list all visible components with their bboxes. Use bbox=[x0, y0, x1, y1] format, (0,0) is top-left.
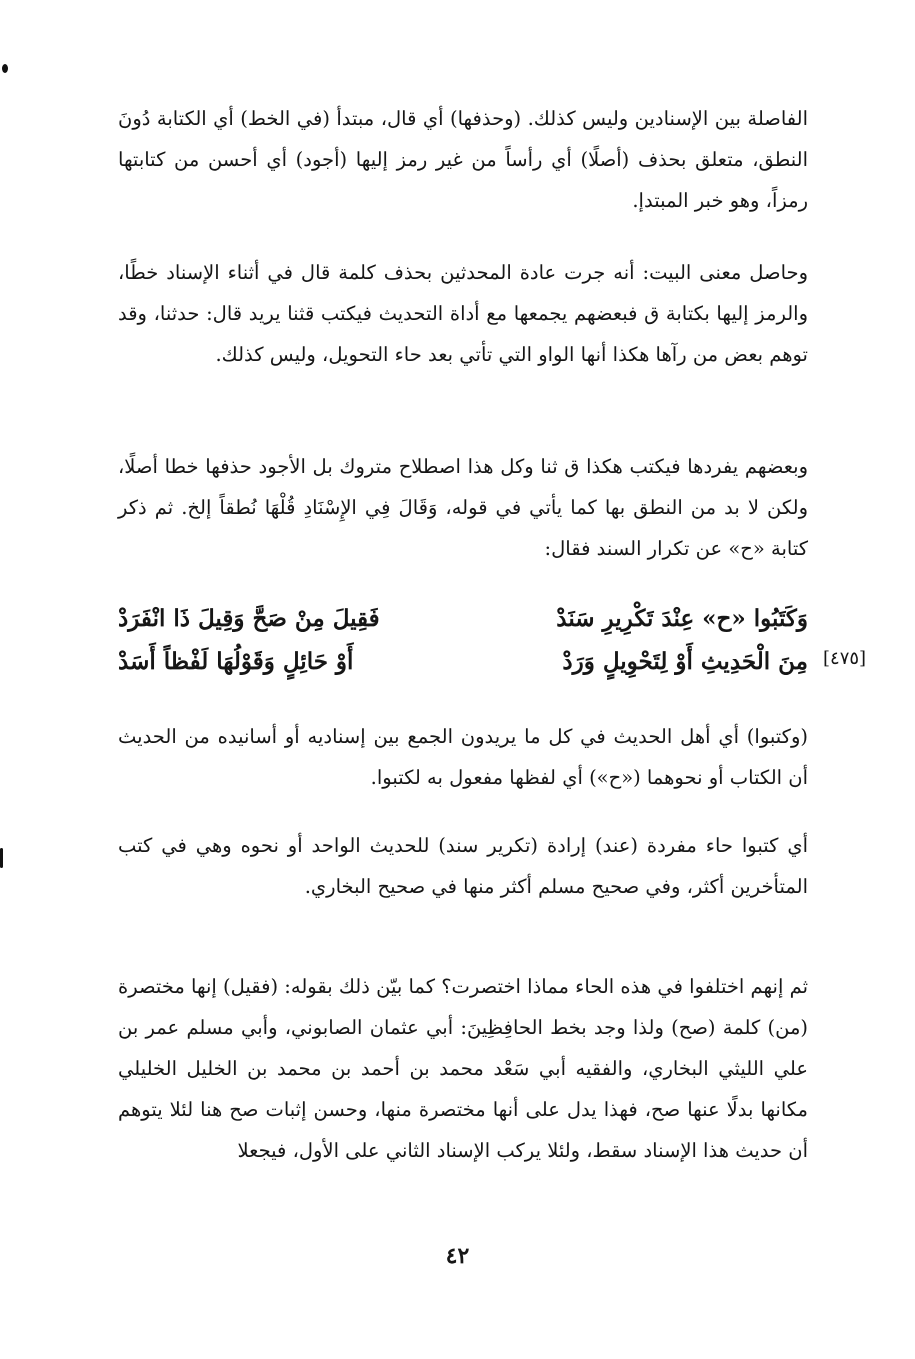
paragraph-text: الفاصلة بين الإسنادين وليس كذلك. (وحذفها) أي قال، مبتدأ (في الخط) أي الكتابة دُونَ النطق، متعلق بحذف (أصلًا) أي رأساً من غير رمز إليها (أجود) أي أحسن من كتابتها رمزاً، وهو خبر المبتدإ. bbox=[118, 107, 808, 212]
verse-first-hemistich: مِنَ الْحَدِيثِ أَوْ لِتَحْوِيلٍ وَرَدْ bbox=[562, 648, 808, 675]
paragraph-commentary-2 bbox=[118, 252, 808, 375]
paragraph-commentary-5 bbox=[118, 825, 808, 907]
paragraph-commentary-6 bbox=[118, 966, 808, 1171]
verse-number: [٤٧٥] bbox=[823, 648, 867, 669]
paragraph-text: أي كتبوا حاء مفردة (عند) إرادة (تكرير سند) للحديث الواحد أو نحوه وهي في كتب المتأخرين أكثر، وفي صحيح مسلم أكثر منها في صحيح البخاري. bbox=[118, 834, 808, 898]
paragraph-text: (وكتبوا) أي أهل الحديث في كل ما يريدون الجمع بين إسناديه أو أسانيده من الحديث أن الكتاب أو نحوهما («ح») أي لفظها مفعول به لكتبوا. bbox=[118, 725, 808, 789]
verse-line-1 bbox=[118, 597, 808, 641]
paragraph-commentary-4 bbox=[118, 716, 808, 798]
verse-first-hemistich: وَكَتَبُوا «ح» عِنْدَ تَكْرِيرِ سَنَدْ bbox=[556, 605, 808, 632]
verse-line-2 bbox=[118, 640, 808, 684]
verse-second-hemistich: أَوْ حَائِلٍ وَقَوْلُهَا لَفْظاً أَسَدْ bbox=[118, 648, 354, 675]
paragraph-text: وحاصل معنى البيت: أنه جرت عادة المحدثين بحذف كلمة قال في أثناء الإسناد خطًا، والرمز إليها بكتابة ق فبعضهم يجمعها مع أداة التحديث فيكتب قثنا يريد قال: حدثنا، وقد توهم بعض من رآها هكذا أنها الواو التي تأتي بعد حاء التحويل، وليس كذلك. bbox=[118, 261, 808, 366]
paragraph-text: وبعضهم يفردها فيكتب هكذا ق ثنا وكل هذا اصطلاح متروك بل الأجود حذفها خطا أصلًا، ولكن لا بد من النطق بها كما يأتي في قوله، وَقَالَ فِي الإِسْنَادِ قُلْهَا نُطقاً إلخ. ثم ذكر كتابة «ح» عن تكرار السند فقال: bbox=[118, 455, 808, 560]
scan-mark-dot bbox=[2, 64, 8, 73]
paragraph-text: ثم إنهم اختلفوا في هذه الحاء مماذا اختصرت؟ كما بيّن ذلك بقوله: (فقيل) إنها مختصرة (من) كلمة (صح) ولذا وجد بخط الحافِظِينَ: أبي عثمان الصابوني، وأبي مسلم عمر بن علي الليثي البخاري، والفقيه أبي سَعْد محمد بن أحمد بن محمد بن الخليل الخليلي مكانها بدلًا عنها صح، فهذا يدل على أنها مختصرة منها، وحسن إثبات صح هنا لئلا يتوهم أن حديث هذا الإسناد سقط، ولئلا يركب الإسناد الثاني على الأول، فيجعلا bbox=[118, 975, 808, 1162]
scan-mark-line bbox=[0, 848, 3, 868]
paragraph-commentary-1 bbox=[118, 98, 808, 221]
verse-second-hemistich: فَقِيلَ مِنْ صَحَّ وَقِيلَ ذَا انْفَرَدْ bbox=[118, 605, 380, 632]
page-number: ٤٢ bbox=[445, 1243, 470, 1269]
paragraph-commentary-3 bbox=[118, 446, 808, 569]
